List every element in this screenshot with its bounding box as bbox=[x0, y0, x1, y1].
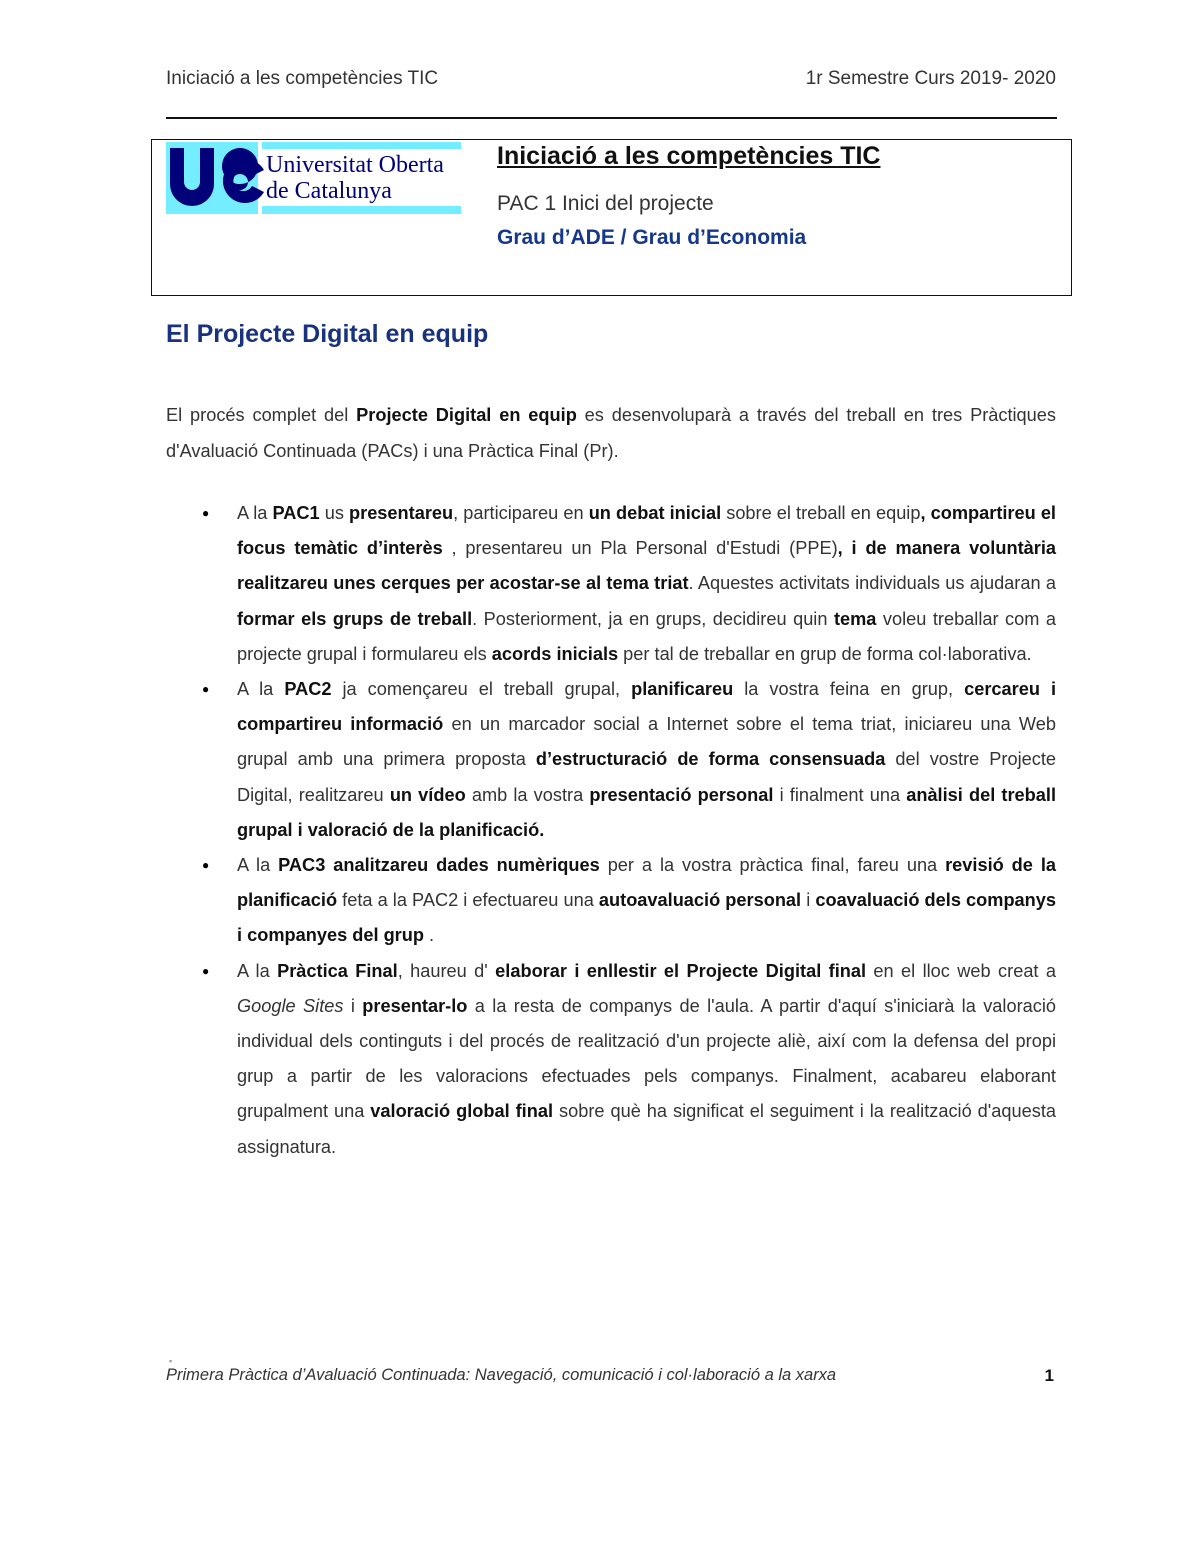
text-run: en un marcador social a Internet sobre el tema triat, iniciareu una Web grupal amb una primera proposta bbox=[237, 714, 1056, 770]
logo-line-2: de Catalunya bbox=[266, 178, 392, 204]
bold-run: coavaluació dels companys i companyes del grup bbox=[237, 890, 1057, 946]
text-run: feta a la PAC2 i efectuareu una bbox=[337, 890, 599, 911]
bold-run: cercareu i compartireu informació bbox=[237, 679, 1056, 735]
title-box bbox=[151, 139, 1072, 296]
text-run: sobre què ha significat el seguiment i la realització d'aquesta assignatura. bbox=[237, 1101, 1056, 1157]
list-item-text bbox=[237, 679, 1056, 840]
degree-line: Grau d’ADE / Grau d’Economia bbox=[497, 226, 807, 249]
bullet-icon: ● bbox=[202, 682, 210, 697]
bold-run: elaborar i enllestir el Projecte Digital final bbox=[495, 960, 867, 981]
activity-list bbox=[166, 496, 1056, 1165]
bold-run: valoració global final bbox=[370, 1101, 554, 1122]
bold-run: PAC2 bbox=[284, 679, 332, 700]
text-run: sobre el treball en equip bbox=[721, 503, 921, 523]
page-footer bbox=[166, 1356, 1056, 1392]
bold-run: acords inicials bbox=[491, 643, 619, 664]
bold-run: Projecte Digital en equip bbox=[356, 405, 577, 425]
text-run: per tal de treballar en grup de forma col·laborativa. bbox=[618, 643, 1032, 664]
list-item-text bbox=[237, 961, 1056, 1157]
bold-run: autoavaluació personal bbox=[598, 890, 802, 911]
bullet-icon: ● bbox=[202, 506, 210, 520]
list-item-text bbox=[237, 855, 1056, 945]
bold-run: un debat inicial bbox=[588, 503, 722, 523]
footer-note: Primera Pràctica d’Avaluació Continuada: Navegació, comunicació i col·laboració a la xarxa bbox=[166, 1366, 837, 1384]
list-item-text bbox=[237, 503, 1056, 664]
bold-run: , i de manera voluntària realitzareu unes cerques per acostar-se al tema triat bbox=[237, 538, 1056, 594]
text-run: , participareu en bbox=[453, 503, 589, 523]
bullet-icon: ● bbox=[202, 858, 210, 873]
text-run: A la bbox=[237, 960, 278, 981]
intro-paragraph bbox=[166, 397, 1056, 469]
text-run: es desenvoluparà a través del treball en tres Pràctiques d'Avaluació Continuada (PACs) i una Pràctica Final (Pr). bbox=[166, 405, 1056, 461]
text-run: . Aquestes activitats individuals us ajudaran a bbox=[688, 573, 1056, 594]
list-item-pac2 bbox=[166, 672, 1056, 848]
section-heading: El Projecte Digital en equip bbox=[166, 320, 489, 348]
bullet-icon: ● bbox=[202, 963, 210, 978]
bold-run: compartireu el focus temàtic d’interès bbox=[237, 503, 1056, 559]
bold-run: PAC1 bbox=[272, 503, 320, 523]
header-divider bbox=[166, 117, 1057, 119]
list-item-pac3 bbox=[166, 848, 1056, 954]
bold-run: , bbox=[920, 503, 926, 523]
text-run: . Posteriorment, ja en grups, decidireu quin bbox=[472, 608, 834, 629]
text-run: A la bbox=[237, 855, 279, 876]
text-run: , haureu d' bbox=[397, 960, 496, 981]
text-run: El procés complet del bbox=[166, 405, 357, 425]
text-run: . bbox=[423, 925, 435, 946]
text-run: A la bbox=[237, 679, 285, 700]
header-course-name: Iniciació a les competències TIC bbox=[166, 68, 439, 89]
text-run: a la resta de companys de l'aula. A partir d'aquí s'iniciarà la valoració individual dels continguts i del procés de realització d'un projecte aliè, així com la defensa del propi grup a partir de les valoracions efectuades pels companys. Finalment, acabareu elaborant grupalment una bbox=[237, 995, 1057, 1122]
bold-run: PAC3 analitzareu dades numèriques bbox=[278, 855, 600, 876]
bold-run: formar els grups de treball bbox=[237, 608, 473, 629]
bold-run: revisió de la planificació bbox=[237, 855, 1056, 911]
header-semester: 1r Semestre Curs 2019- 2020 bbox=[805, 68, 1056, 89]
text-run: i bbox=[801, 890, 816, 911]
text-run: per a la vostra pràctica final, fareu una bbox=[599, 855, 946, 876]
uoc-logo bbox=[166, 142, 461, 218]
footnote-mark: ▪ bbox=[169, 1356, 173, 1366]
bold-run: un vídeo bbox=[389, 784, 466, 805]
text-run: amb la vostra bbox=[465, 784, 590, 805]
text-run: del vostre Projecte Digital, realitzareu bbox=[237, 749, 1056, 805]
text-run: i bbox=[343, 995, 363, 1016]
list-item-pac1 bbox=[166, 496, 1056, 672]
logo-line-1: Universitat Oberta bbox=[266, 152, 444, 178]
page-number: 1 bbox=[1044, 1366, 1054, 1385]
bold-run: presentació personal bbox=[589, 784, 774, 805]
list-item-final bbox=[166, 954, 1056, 1165]
bold-run: Pràctica Final bbox=[277, 960, 398, 981]
text-run: us bbox=[319, 503, 349, 523]
pac-subtitle: PAC 1 Inici del projecte bbox=[497, 192, 714, 215]
bold-run: anàlisi del treball grupal i valoració de la planificació. bbox=[237, 784, 1056, 840]
page-header bbox=[166, 68, 1056, 98]
text-run: ja començareu el treball grupal, bbox=[331, 679, 632, 700]
bold-run: tema bbox=[833, 608, 877, 629]
text-run: A la bbox=[237, 503, 273, 523]
text-run: en el lloc web creat a bbox=[866, 960, 1056, 981]
text-run: i finalment una bbox=[773, 784, 907, 805]
text-run: voleu treballar com a projecte grupal i formulareu els bbox=[237, 608, 1056, 664]
text-run: la vostra feina en grup, bbox=[733, 679, 965, 700]
course-title: Iniciació a les competències TIC bbox=[497, 142, 881, 170]
bold-run: presentareu bbox=[349, 503, 454, 523]
bold-run: d’estructuració de forma consensuada bbox=[535, 749, 886, 770]
italic-run: Google Sites bbox=[237, 995, 344, 1016]
text-run: , presentareu un Pla Personal d'Estudi (PPE) bbox=[442, 538, 838, 559]
bold-run: presentar-lo bbox=[362, 995, 468, 1016]
bold-run: planificareu bbox=[631, 679, 734, 700]
